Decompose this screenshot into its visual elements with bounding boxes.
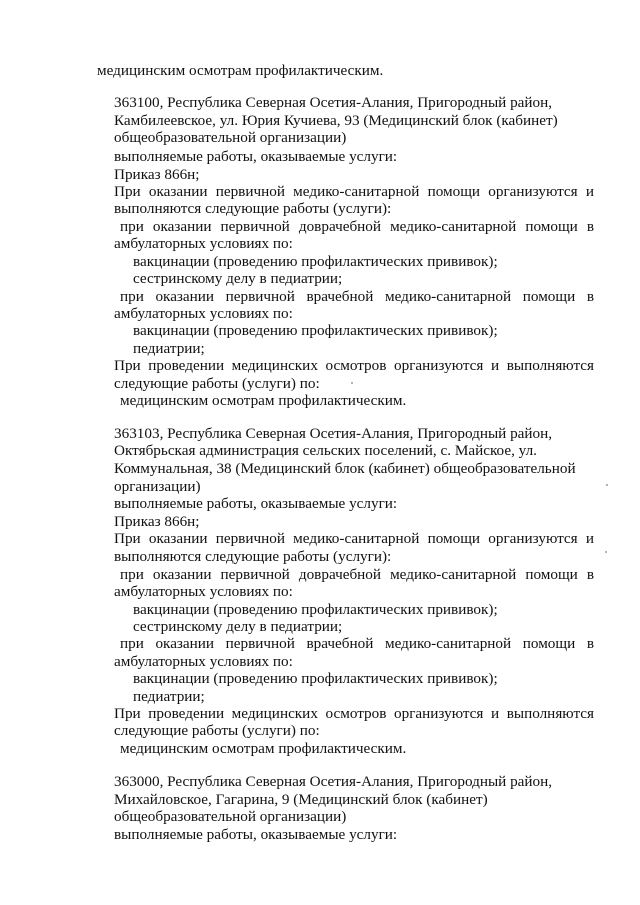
text-line: при оказании первичной доврачебной медико-санитарной помощи в	[120, 566, 594, 583]
text-line: медицинским осмотрам профилактическим.	[120, 740, 407, 757]
address-line: Михайловское, Гагарина, 9 (Медицинский блок (кабинет)	[114, 791, 488, 808]
text-line: При оказании первичной медико-санитарной помощи организуются и	[114, 183, 594, 200]
text-line: при оказании первичной доврачебной медико-санитарной помощи в	[120, 218, 594, 235]
text-line: выполняемые работы, оказываемые услуги:	[114, 826, 398, 843]
address-line: общеобразовательной организации)	[114, 808, 347, 825]
text-line: Приказ 866н;	[114, 166, 200, 183]
address-line: 363000, Республика Северная Осетия-Алания, Пригородный район,	[114, 773, 553, 790]
text-line: При проведении медицинских осмотров организуются и выполняются	[114, 705, 594, 722]
text-line: сестринскому делу в педиатрии;	[133, 618, 343, 635]
text-line: педиатрии;	[133, 340, 205, 357]
text-line: вакцинации (проведению профилактических прививок);	[133, 670, 498, 687]
text-line: вакцинации (проведению профилактических прививок);	[133, 601, 498, 618]
text-line: выполняются следующие работы (услуги):	[114, 200, 392, 217]
text-line: педиатрии;	[133, 688, 205, 705]
address-line: Камбилеевское, ул. Юрия Кучиева, 93 (Медицинский блок (кабинет)	[114, 112, 558, 129]
text-line: амбулаторных условиях по:	[114, 235, 293, 252]
text-line: при оказании первичной врачебной медико-санитарной помощи в	[120, 635, 594, 652]
scan-speck	[351, 382, 353, 384]
text-line: При оказании первичной медико-санитарной помощи организуются и	[114, 530, 594, 547]
text-line: выполняются следующие работы (услуги):	[114, 548, 392, 565]
text-line: выполняемые работы, оказываемые услуги:	[114, 148, 398, 165]
text-line: вакцинации (проведению профилактических прививок);	[133, 253, 498, 270]
address-line: организации)	[114, 478, 201, 495]
address-line: 363100, Республика Северная Осетия-Алания, Пригородный район,	[114, 94, 553, 111]
text-line: медицинским осмотрам профилактическим.	[120, 392, 407, 409]
text-line: выполняемые работы, оказываемые услуги:	[114, 495, 398, 512]
text-line: сестринскому делу в педиатрии;	[133, 270, 343, 287]
text-line: амбулаторных условиях по:	[114, 583, 293, 600]
text-line: амбулаторных условиях по:	[114, 653, 293, 670]
text-line: При проведении медицинских осмотров организуются и выполняются	[114, 357, 594, 374]
scan-speck	[605, 551, 607, 553]
address-line: 363103, Республика Северная Осетия-Алания, Пригородный район,	[114, 425, 553, 442]
address-line: общеобразовательной организации)	[114, 129, 347, 146]
text-line: следующие работы (услуги) по:	[114, 375, 320, 392]
address-line: Коммунальная, 38 (Медицинский блок (кабинет) общеобразовательной	[114, 460, 576, 477]
scan-speck	[606, 484, 608, 486]
text-line: медицинским осмотрам профилактическим.	[97, 62, 384, 79]
text-line: Приказ 866н;	[114, 513, 200, 530]
text-line: при оказании первичной врачебной медико-санитарной помощи в	[120, 288, 594, 305]
address-line: Октябрьская администрация сельских поселений, с. Майское, ул.	[114, 442, 537, 459]
text-line: вакцинации (проведению профилактических прививок);	[133, 322, 498, 339]
text-line: следующие работы (услуги) по:	[114, 722, 320, 739]
text-line: амбулаторных условиях по:	[114, 305, 293, 322]
